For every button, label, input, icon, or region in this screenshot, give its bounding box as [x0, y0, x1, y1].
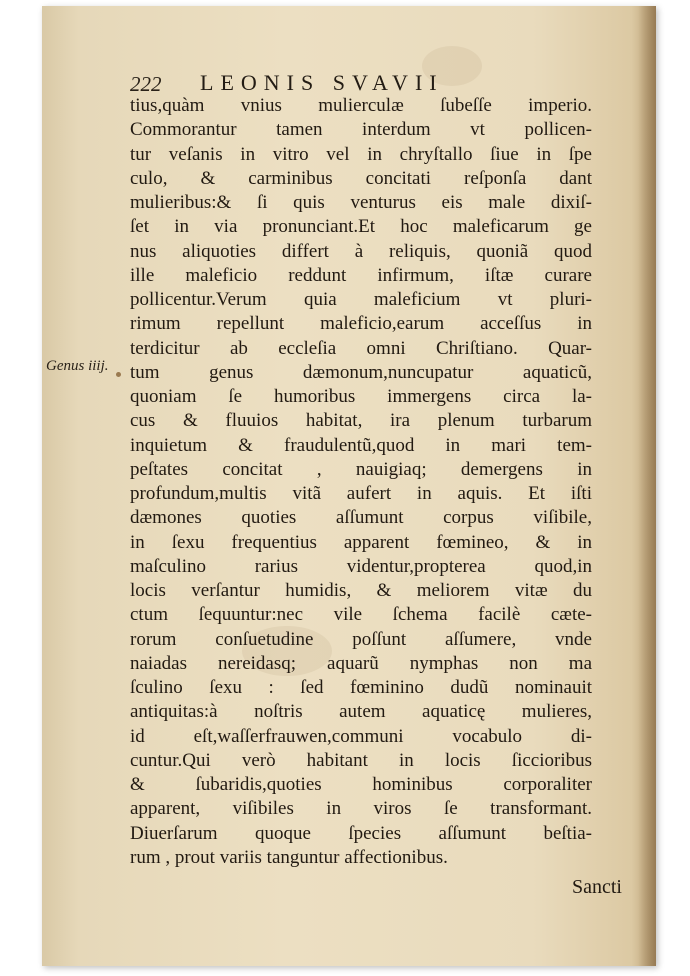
- text-line: dæmones quoties aſſumunt corpus viſibile,: [130, 507, 592, 529]
- text-line: rimum repellunt maleficio,earum acceſſus in: [130, 313, 592, 335]
- text-line: ille maleficio reddunt infirmum, iſtæ curare: [130, 264, 592, 286]
- text-line: ſet in via pronunciant.Et hoc maleficarum ge: [130, 216, 592, 238]
- text-line: rum , prout variis tanguntur affectionibus.: [130, 846, 448, 868]
- text-line: quoniam ſe humoribus immergens circa la-: [130, 386, 592, 407]
- text-line: mulieribus:& ſi quis venturus eis male dixiſ-: [130, 192, 592, 213]
- text-line: apparent, viſibiles in viros ſe transformant.: [130, 798, 592, 820]
- text-line: ctum ſequuntur:nec vile ſchema facilè cæte-: [130, 604, 592, 626]
- text-line: pollicentur.Verum quia maleficium vt pluri-: [130, 289, 592, 310]
- text-line: cus & fluuios habitat, ira plenum turbarum: [130, 410, 592, 432]
- text-line: naiadas nereidasq; aquarũ nymphas non ma: [130, 652, 592, 674]
- text-line: & ſubaridis,quoties hominibus corporaliter: [130, 774, 592, 795]
- text-line: culo, & carminibus concitati reſponſa dant: [130, 167, 592, 189]
- text-line: profundum,multis vitã aufert in aquis. Et iſti: [130, 483, 592, 504]
- page-number: 222: [130, 72, 162, 96]
- text-line: tum genus dæmonum,nuncupatur aquaticũ,: [130, 361, 592, 383]
- text-line: Diuerſarum quoque ſpecies aſſumunt beſtia-: [130, 822, 592, 844]
- margin-mark: [116, 372, 121, 377]
- text-line: inquietum & fraudulentũ,quod in mari tem-: [130, 434, 592, 456]
- catchword: Sancti: [572, 876, 622, 898]
- text-line: Commorantur tamen interdum vt pollicen-: [130, 119, 592, 141]
- text-line: terdicitur ab eccleſia omni Chriſtiano. Quar-: [130, 337, 592, 359]
- text-line: id eſt,waſſerfrauwen,communi vocabulo di-: [130, 725, 592, 747]
- text-line: cuntur.Qui verò habitant in locis ſiccioribus: [130, 749, 592, 771]
- page-header: [130, 64, 570, 98]
- text-line: rorum conſuetudine poſſunt aſſumere, vnde: [130, 628, 592, 650]
- page-edge-shadow: [638, 6, 656, 966]
- text-line: nus aliquoties differt à reliquis, quoniã quod: [130, 240, 592, 262]
- text-line: peſtates concitat , nauigiaq; demergens in: [130, 458, 592, 480]
- text-line: antiquitas:à noſtris autem aquaticę mulieres,: [130, 701, 592, 723]
- text-line: locis verſantur humidis, & meliorem vitæ du: [130, 580, 592, 601]
- text-line: tur veſanis in vitro vel in chryſtallo ſiue in ſpe: [130, 143, 592, 165]
- running-head: LEONIS SVAVII: [200, 70, 444, 95]
- text-line: in ſexu frequentius apparent fœmineo, & in: [130, 531, 592, 553]
- margin-note: Genus iiij.: [46, 358, 109, 374]
- text-line: maſculino rarius videntur,propterea quod,in: [130, 555, 592, 577]
- text-line: tius,quàm vnius mulierculæ ſubeſſe imperio.: [130, 95, 592, 116]
- text-line: ſculino ſexu : ſed fœminino dudũ nominauit: [130, 677, 592, 698]
- body-text: [130, 94, 592, 870]
